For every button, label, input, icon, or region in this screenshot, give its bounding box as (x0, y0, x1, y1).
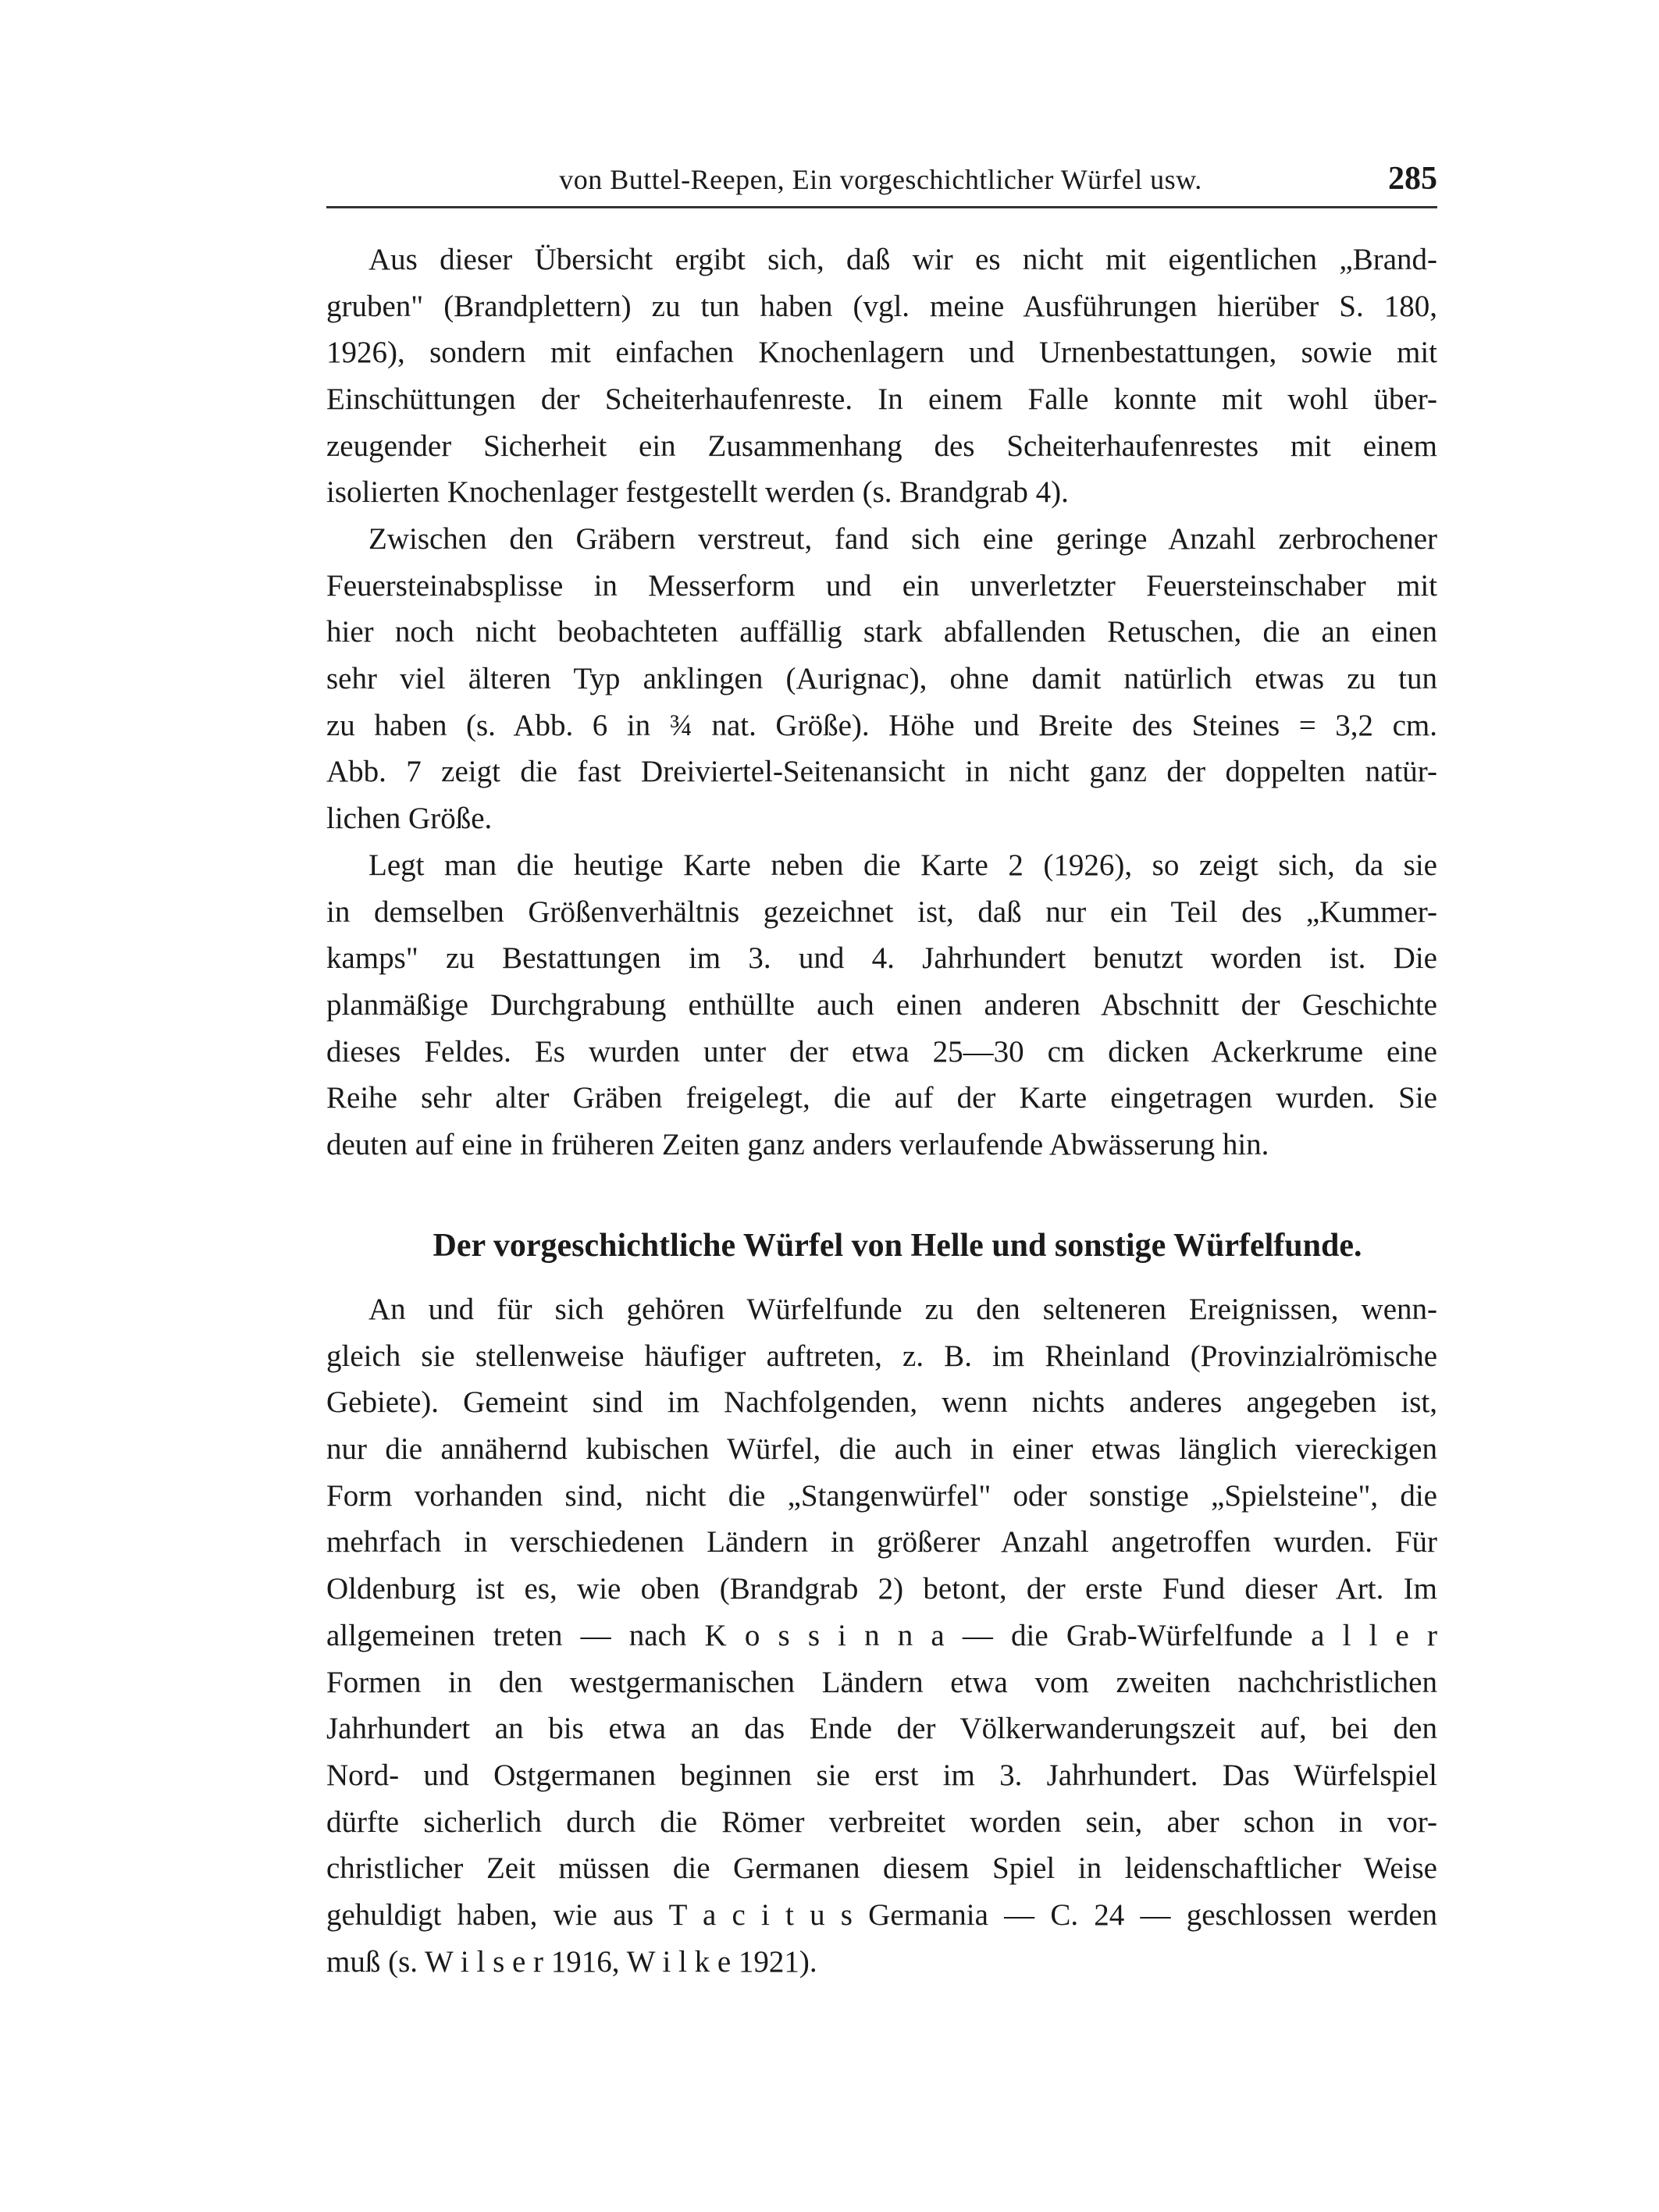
text-line: gleich sie stellenweise häufiger auftreten, z. B. im Rheinland (Provinzialrömische (326, 1339, 1437, 1373)
text-line: mehrfach in verschiedenen Ländern in größerer Anzahl angetroffen wurden. Für (326, 1525, 1437, 1559)
text-line: An und für sich gehören Würfelfunde zu den selteneren Ereignissen, wenn- (368, 1293, 1437, 1326)
text-line: Reihe sehr alter Gräben freigelegt, die auf der Karte eingetragen wurden. Sie (326, 1081, 1437, 1115)
section-heading: Der vorgeschichtliche Würfel von Helle und sonstige Würfelfunde. (433, 1228, 1362, 1264)
text-line: in demselben Größenverhältnis gezeichnet ist, daß nur ein Teil des „Kummer- (326, 894, 1437, 929)
text-line: gruben" (Brandplettern) zu tun haben (vgl. meine Ausführungen hierüber S. 180, (326, 289, 1437, 323)
text-line: muß (s. W i l s e r 1916, W i l k e 1921). (326, 1944, 817, 1979)
text-line: allgemeinen treten — nach K o s s i n n a — die Grab-Würfelfunde a l l e r (326, 1618, 1437, 1652)
text-line: Formen in den westgermanischen Ländern etwa vom zweiten nachchristlichen (326, 1665, 1437, 1699)
text-line: dieses Feldes. Es wurden unter der etwa 25—30 cm dicken Ackerkrume eine (326, 1034, 1437, 1069)
running-title: von Buttel-Reepen, Ein vorgeschichtlicher Würfel usw. (559, 164, 1202, 195)
text-line: Zwischen den Gräbern verstreut, fand sich eine geringe Anzahl zerbrochener (368, 522, 1437, 556)
header-rule (326, 206, 1437, 208)
text-line: 1926), sondern mit einfachen Knochenlagern und Urnenbestattungen, sowie mit (326, 336, 1437, 370)
text-line: planmäßige Durchgrabung enthüllte auch einen anderen Abschnitt der Geschichte (326, 988, 1437, 1022)
text-line: christlicher Zeit müssen die Germanen diesem Spiel in leidenschaftlicher Weise (326, 1851, 1437, 1886)
paragraph-1 (326, 236, 1437, 516)
text-line: Gebiete). Gemeint sind im Nachfolgenden, wenn nichts anderes angegeben ist, (326, 1385, 1437, 1420)
text-line: nur die annähernd kubischen Würfel, die auch in einer etwas länglich viereckigen (326, 1432, 1437, 1467)
text-line: lichen Größe. (326, 802, 493, 836)
text-line: dürfte sicherlich durch die Römer verbreitet worden sein, aber schon in vor- (326, 1805, 1437, 1839)
text-line: sehr viel älteren Typ anklingen (Aurignac), ohne damit natürlich etwas zu tun (326, 662, 1437, 696)
text-line: Abb. 7 zeigt die fast Dreiviertel-Seitenansicht in nicht ganz der doppelten natür- (326, 755, 1437, 789)
text-line: Form vorhanden sind, nicht die „Stangenwürfel" oder sonstige „Spielsteine", die (326, 1478, 1437, 1513)
page-number: 285 (1388, 161, 1437, 197)
paragraph-3 (326, 842, 1437, 1168)
text-line: isolierten Knochenlager festgestellt werden (s. Brandgrab 4). (326, 475, 1069, 510)
text-line: Jahrhundert an bis etwa an das Ende der Völkerwanderungszeit auf, bei den (326, 1712, 1437, 1746)
text-line: Nord- und Ostgermanen beginnen sie erst im 3. Jahrhundert. Das Würfelspiel (326, 1758, 1437, 1792)
text-line: hier noch nicht beobachteten auffällig stark abfallenden Retuschen, die an einen (326, 615, 1437, 649)
section-paragraph (326, 1286, 1437, 1985)
text-line: gehuldigt haben, wie aus T a c i t u s Germania — C. 24 — geschlossen werden (326, 1897, 1437, 1932)
text-line: Aus dieser Übersicht ergibt sich, daß wir es nicht mit eigentlichen „Brand- (368, 243, 1437, 276)
paragraph-2 (326, 516, 1437, 842)
text-line: Legt man die heutige Karte neben die Karte 2 (1926), so zeigt sich, da sie (368, 848, 1437, 882)
text-line: Einschüttungen der Scheiterhaufenreste. In einem Falle konnte mit wohl über- (326, 382, 1437, 417)
text-line: Oldenburg ist es, wie oben (Brandgrab 2) betont, der erste Fund dieser Art. Im (326, 1572, 1437, 1606)
text-line: kamps" zu Bestattungen im 3. und 4. Jahrhundert benutzt worden ist. Die (326, 941, 1437, 976)
running-header (326, 160, 1437, 199)
text-line: deuten auf eine in früheren Zeiten ganz anders verlaufende Abwässerung hin. (326, 1128, 1269, 1162)
text-line: zu haben (s. Abb. 6 in ¾ nat. Größe). Höhe und Breite des Steines = 3,2 cm. (326, 708, 1437, 742)
text-line: Feuersteinabsplisse in Messerform und ein unverletzter Feuersteinschaber mit (326, 568, 1437, 603)
text-line: zeugender Sicherheit ein Zusammenhang des Scheiterhaufenrestes mit einem (326, 429, 1437, 463)
